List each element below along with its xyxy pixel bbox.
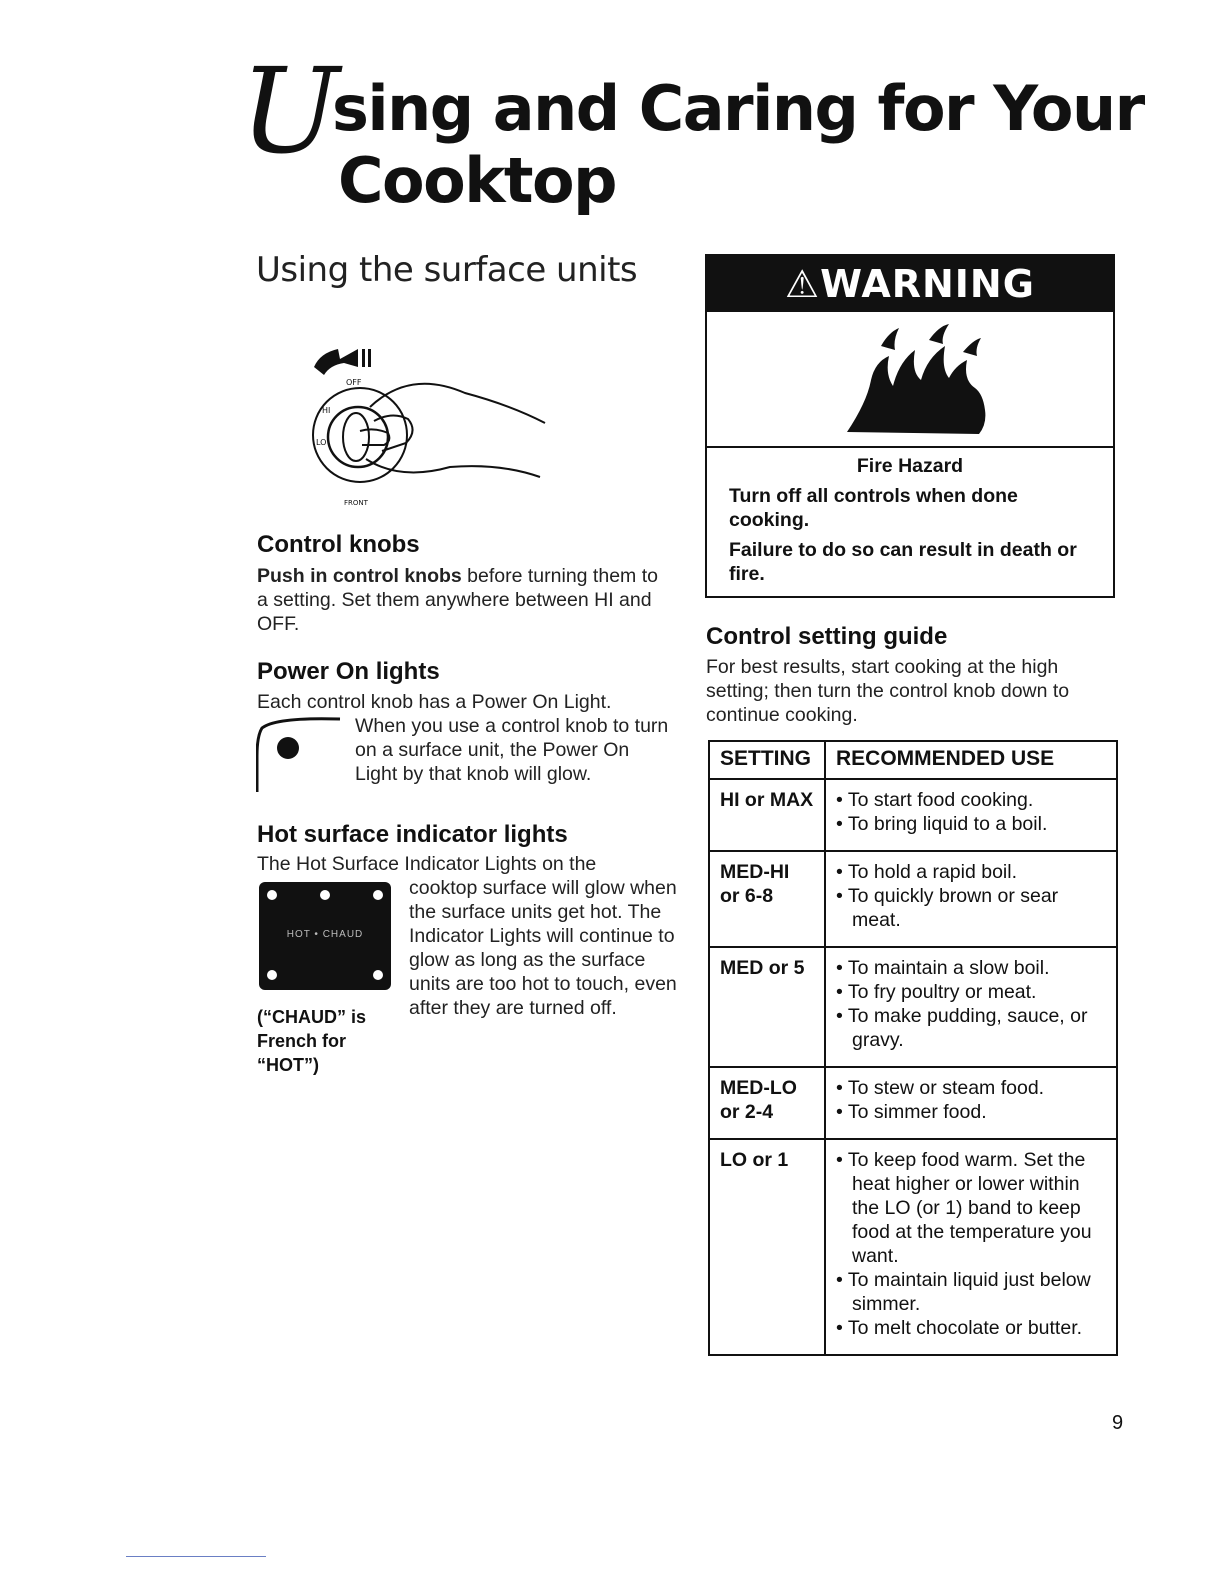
warning-hazard-title: Fire Hazard xyxy=(856,455,964,477)
warning-header: ⚠WARNING xyxy=(707,256,1113,312)
use-item: • To simmer food. xyxy=(836,1100,1106,1124)
footer-rule xyxy=(126,1556,266,1557)
control-knobs-rest: before turning them to a setting. Set them anywhere between HI and OFF. xyxy=(257,565,658,635)
fire-icon xyxy=(837,322,997,442)
table-row xyxy=(709,1139,1117,1355)
table-header-row xyxy=(709,741,1117,779)
column-header-recommended-use: RECOMMENDED USE xyxy=(825,741,1117,779)
page-title-line2: Cooktop xyxy=(338,144,617,217)
recommended-use-cell xyxy=(825,1139,1117,1355)
table-row xyxy=(709,851,1117,947)
section-heading: Using the surface units xyxy=(256,250,638,290)
warning-line1: Turn off all controls when done cooking. xyxy=(729,485,1018,531)
power-on-lights-line1: Each control knob has a Power On Light. xyxy=(257,691,612,713)
power-on-lights-heading: Power On lights xyxy=(257,658,440,685)
control-knobs-lead: Push in control knobs xyxy=(257,565,462,587)
hot-surface-heading: Hot surface indicator lights xyxy=(257,821,568,848)
column-header-setting: SETTING xyxy=(709,741,825,779)
setting-cell: MED-HI or 6-8 xyxy=(709,851,825,947)
use-item: • To stew or steam food. xyxy=(836,1076,1106,1100)
chaud-caption: (“CHAUD” is French for “HOT”) xyxy=(257,1007,367,1075)
table-row xyxy=(709,779,1117,851)
indicator-light-dot xyxy=(373,970,383,980)
recommended-use-cell xyxy=(825,851,1117,947)
setting-cell: MED-LO or 2-4 xyxy=(709,1067,825,1139)
indicator-light-dot xyxy=(267,970,277,980)
warning-line2: Failure to do so can result in death or fire. xyxy=(729,539,1077,585)
indicator-panel-label: HOT • CHAUD xyxy=(286,929,364,940)
use-item: • To fry poultry or meat. xyxy=(836,980,1106,1004)
indicator-light-dot xyxy=(373,890,383,900)
table-row xyxy=(709,947,1117,1067)
table-row xyxy=(709,1067,1117,1139)
hot-surface-line1: The Hot Surface Indicator Lights on the xyxy=(257,853,597,875)
indicator-light-dot xyxy=(320,890,330,900)
svg-text:LO: LO xyxy=(316,438,327,447)
power-on-lights-text: When you use a control knob to turn on a surface unit, the Power On Light by that knob will glow. xyxy=(355,715,669,785)
recommended-use-cell xyxy=(825,1067,1117,1139)
hot-surface-indicator-panel xyxy=(259,882,391,990)
use-item: • To start food cooking. xyxy=(836,788,1106,812)
use-item: • To maintain a slow boil. xyxy=(836,956,1106,980)
use-item: • To maintain liquid just below simmer. xyxy=(836,1268,1106,1316)
indicator-light-dot xyxy=(267,890,277,900)
recommended-use-cell xyxy=(825,779,1117,851)
svg-text:HI: HI xyxy=(322,406,331,415)
recommended-use-cell xyxy=(825,947,1117,1067)
control-knobs-heading: Control knobs xyxy=(257,531,420,558)
page-number: 9 xyxy=(1112,1412,1124,1434)
use-item: • To melt chocolate or butter. xyxy=(836,1316,1106,1340)
page-title-line1: sing and Caring for Your xyxy=(332,72,1144,145)
use-item: • To keep food warm. Set the heat higher or lower within the LO (or 1) band to keep food at the temperature you want. xyxy=(836,1148,1106,1268)
warning-box xyxy=(705,254,1115,598)
control-knob-illustration xyxy=(300,335,570,515)
setting-cell: LO or 1 xyxy=(709,1139,825,1355)
setting-cell: HI or MAX xyxy=(709,779,825,851)
control-setting-table xyxy=(708,740,1118,1356)
use-item: • To bring liquid to a boil. xyxy=(836,812,1106,836)
use-item: • To quickly brown or sear meat. xyxy=(836,884,1106,932)
power-on-light-icon xyxy=(256,716,342,792)
use-item: • To make pudding, sauce, or gravy. xyxy=(836,1004,1106,1052)
control-setting-guide-intro: For best results, start cooking at the high setting; then turn the control knob down to continue cooking. xyxy=(706,656,1070,726)
svg-text:OFF: OFF xyxy=(346,378,362,387)
control-setting-guide-heading: Control setting guide xyxy=(706,623,948,650)
title-initial: U xyxy=(240,42,340,180)
use-item: • To hold a rapid boil. xyxy=(836,860,1106,884)
warning-divider xyxy=(707,446,1113,448)
svg-text:FRONT: FRONT xyxy=(344,499,368,507)
hot-surface-text: cooktop surface will glow when the surface units get hot. The Indicator Lights will continue to glow as long as the surface units are too hot to touch, even after they are turned off. xyxy=(409,877,677,1019)
control-knobs-text xyxy=(257,564,672,636)
setting-cell: MED or 5 xyxy=(709,947,825,1067)
